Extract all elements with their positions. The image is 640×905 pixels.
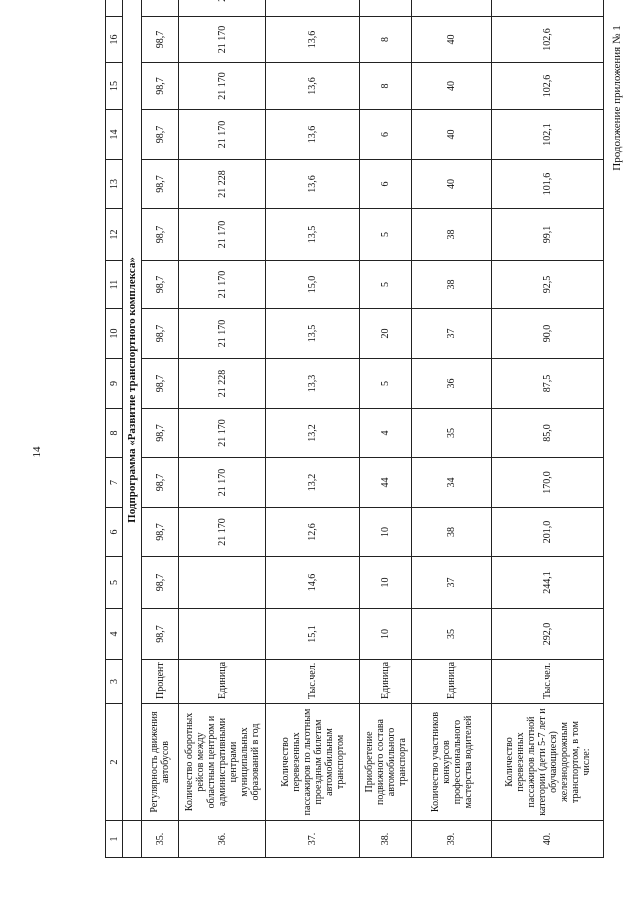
value-cell: 21 228 xyxy=(179,160,266,209)
value-cell: 8 xyxy=(360,17,412,63)
value-cell: 40 xyxy=(412,160,492,209)
value-cell: 98,7 xyxy=(142,609,179,660)
value-cell: 5 xyxy=(360,359,412,409)
value-cell: 4 xyxy=(360,409,412,458)
value-cell: 102,1 xyxy=(492,110,604,160)
unit-of-measure: Процент xyxy=(142,660,179,704)
value-cell xyxy=(412,0,492,17)
column-number: 13 xyxy=(106,160,123,209)
value-cell: 10 xyxy=(360,508,412,557)
unit-of-measure: Тыс.чел. xyxy=(266,660,360,704)
column-number: 16 xyxy=(106,17,123,63)
value-cell: 98,7 xyxy=(142,409,179,458)
value-cell: 98,7 xyxy=(142,63,179,110)
value-cell: 98,7 xyxy=(142,209,179,261)
value-cell: 6 xyxy=(360,110,412,160)
value-cell: 98,7 xyxy=(142,110,179,160)
indicator-name: Количество участников конкурсов профессионального мастерства водителей xyxy=(412,704,492,821)
indicators-table xyxy=(105,0,604,858)
value-cell: 15,0 xyxy=(266,261,360,309)
value-cell: 37 xyxy=(412,557,492,609)
value-cell xyxy=(492,0,604,17)
value-cell: 10 xyxy=(360,557,412,609)
table-body xyxy=(106,0,604,858)
value-cell: 98,7 xyxy=(142,160,179,209)
row-number: 37. xyxy=(266,821,360,858)
indicator-name: Приобретение подвижного состава автомобильного транспорта xyxy=(360,704,412,821)
column-number-row xyxy=(106,0,123,858)
value-cell xyxy=(179,609,266,660)
value-cell: 21 170 xyxy=(179,17,266,63)
value-cell: 21 170 xyxy=(179,63,266,110)
value-cell: 35 xyxy=(412,409,492,458)
value-cell: 21 170 xyxy=(179,110,266,160)
value-cell: 101,6 xyxy=(492,160,604,209)
value-cell: 98,7 xyxy=(142,261,179,309)
value-cell: 6 xyxy=(360,160,412,209)
value-cell: 13,6 xyxy=(266,63,360,110)
unit-of-measure: Единица xyxy=(412,660,492,704)
value-cell: 38 xyxy=(412,209,492,261)
column-number: 15 xyxy=(106,63,123,110)
value-cell: 98,7 xyxy=(142,508,179,557)
rotated-table-container xyxy=(105,10,592,858)
value-cell: 201,0 xyxy=(492,508,604,557)
value-cell: 21 170 xyxy=(179,261,266,309)
value-cell: 13,6 xyxy=(266,110,360,160)
column-number: 4 xyxy=(106,609,123,660)
value-cell: 8 xyxy=(360,63,412,110)
value-cell xyxy=(179,0,266,17)
value-cell: 38 xyxy=(412,261,492,309)
value-cell: 21 170 xyxy=(179,409,266,458)
value-cell: 13,2 xyxy=(266,458,360,508)
value-cell xyxy=(266,0,360,17)
value-cell: 40 xyxy=(412,17,492,63)
value-cell: 292,0 xyxy=(492,609,604,660)
value-cell: 44 xyxy=(360,458,412,508)
value-cell: 20 xyxy=(360,309,412,359)
subprogram-title: Подпрограмма «Развитие транспортного комплекса» xyxy=(123,0,142,821)
indicator-name: Количество перевезенных пассажиров по льготным проездным билетам автомобильным транспортом xyxy=(266,704,360,821)
column-number: 1 xyxy=(106,821,123,858)
column-number xyxy=(106,0,123,17)
subprogram-row-blank xyxy=(123,821,142,858)
row-number: 38. xyxy=(360,821,412,858)
row-number: 36. xyxy=(179,821,266,858)
value-cell: 85,0 xyxy=(492,409,604,458)
value-cell: 13,6 xyxy=(266,160,360,209)
value-cell: 21 228 xyxy=(179,359,266,409)
value-cell: 98,7 xyxy=(142,458,179,508)
value-cell: 98,7 xyxy=(142,309,179,359)
value-cell: 21 170 xyxy=(179,309,266,359)
row-number: 35. xyxy=(142,821,179,858)
value-cell: 15,1 xyxy=(266,609,360,660)
unit-of-measure: Тыс.чел. xyxy=(492,660,604,704)
indicator-name: Количество оборотных рейсов между областным центром и административными центрами муниципальных образований в год xyxy=(179,704,266,821)
table-row xyxy=(266,0,360,858)
value-cell: 5 xyxy=(360,209,412,261)
appendix-continuation-label: Продолжение приложения № 1 xyxy=(611,25,623,171)
value-cell: 244,1 xyxy=(492,557,604,609)
column-number: 10 xyxy=(106,309,123,359)
value-cell: 13,5 xyxy=(266,309,360,359)
unit-of-measure: Единица xyxy=(179,660,266,704)
value-cell: 21 170 xyxy=(179,209,266,261)
value-cell: 13,5 xyxy=(266,209,360,261)
column-number: 12 xyxy=(106,209,123,261)
column-number: 7 xyxy=(106,458,123,508)
value-cell: 40 xyxy=(412,110,492,160)
subprogram-row xyxy=(123,0,142,858)
column-number: 11 xyxy=(106,261,123,309)
value-cell: 34 xyxy=(412,458,492,508)
indicator-name: Регулярность движения автобусов xyxy=(142,704,179,821)
column-number: 8 xyxy=(106,409,123,458)
value-cell: 14,6 xyxy=(266,557,360,609)
value-cell: 36 xyxy=(412,359,492,409)
table-row xyxy=(142,0,179,858)
value-cell xyxy=(142,0,179,17)
value-cell xyxy=(179,557,266,609)
value-cell: 13,2 xyxy=(266,409,360,458)
value-cell: 13,6 xyxy=(266,17,360,63)
value-cell xyxy=(360,0,412,17)
value-cell: 98,7 xyxy=(142,359,179,409)
value-cell: 37 xyxy=(412,309,492,359)
unit-of-measure: Единица xyxy=(360,660,412,704)
value-cell: 170,0 xyxy=(492,458,604,508)
column-number: 14 xyxy=(106,110,123,160)
value-cell: 35 xyxy=(412,609,492,660)
table-row xyxy=(179,0,266,858)
value-cell: 5 xyxy=(360,261,412,309)
value-cell: 38 xyxy=(412,508,492,557)
value-cell: 12,6 xyxy=(266,508,360,557)
value-cell: 40 xyxy=(412,63,492,110)
value-cell: 90,0 xyxy=(492,309,604,359)
column-number: 2 xyxy=(106,704,123,821)
column-number: 3 xyxy=(106,660,123,704)
value-cell: 98,7 xyxy=(142,17,179,63)
value-cell: 21 170 xyxy=(179,458,266,508)
page-number: 14 xyxy=(31,446,43,458)
value-cell: 102,6 xyxy=(492,63,604,110)
table-row xyxy=(412,0,492,858)
value-cell: 99,1 xyxy=(492,209,604,261)
value-cell: 102,6 xyxy=(492,17,604,63)
value-cell: 87,5 xyxy=(492,359,604,409)
row-number: 40. xyxy=(492,821,604,858)
row-number: 39. xyxy=(412,821,492,858)
value-cell: 98,7 xyxy=(142,557,179,609)
value-cell: 13,3 xyxy=(266,359,360,409)
value-cell: 21 170 xyxy=(179,508,266,557)
column-number: 9 xyxy=(106,359,123,409)
value-cell: 92,5 xyxy=(492,261,604,309)
column-number: 6 xyxy=(106,508,123,557)
column-number: 5 xyxy=(106,557,123,609)
table-row xyxy=(360,0,412,858)
table-row xyxy=(492,0,604,858)
indicator-name: Количество перевезенных пассажиров льготной категории (дети 5-7 лет и обучающиеся) железнодорожным транспортом, в том числе: xyxy=(492,704,604,821)
value-cell: 10 xyxy=(360,609,412,660)
